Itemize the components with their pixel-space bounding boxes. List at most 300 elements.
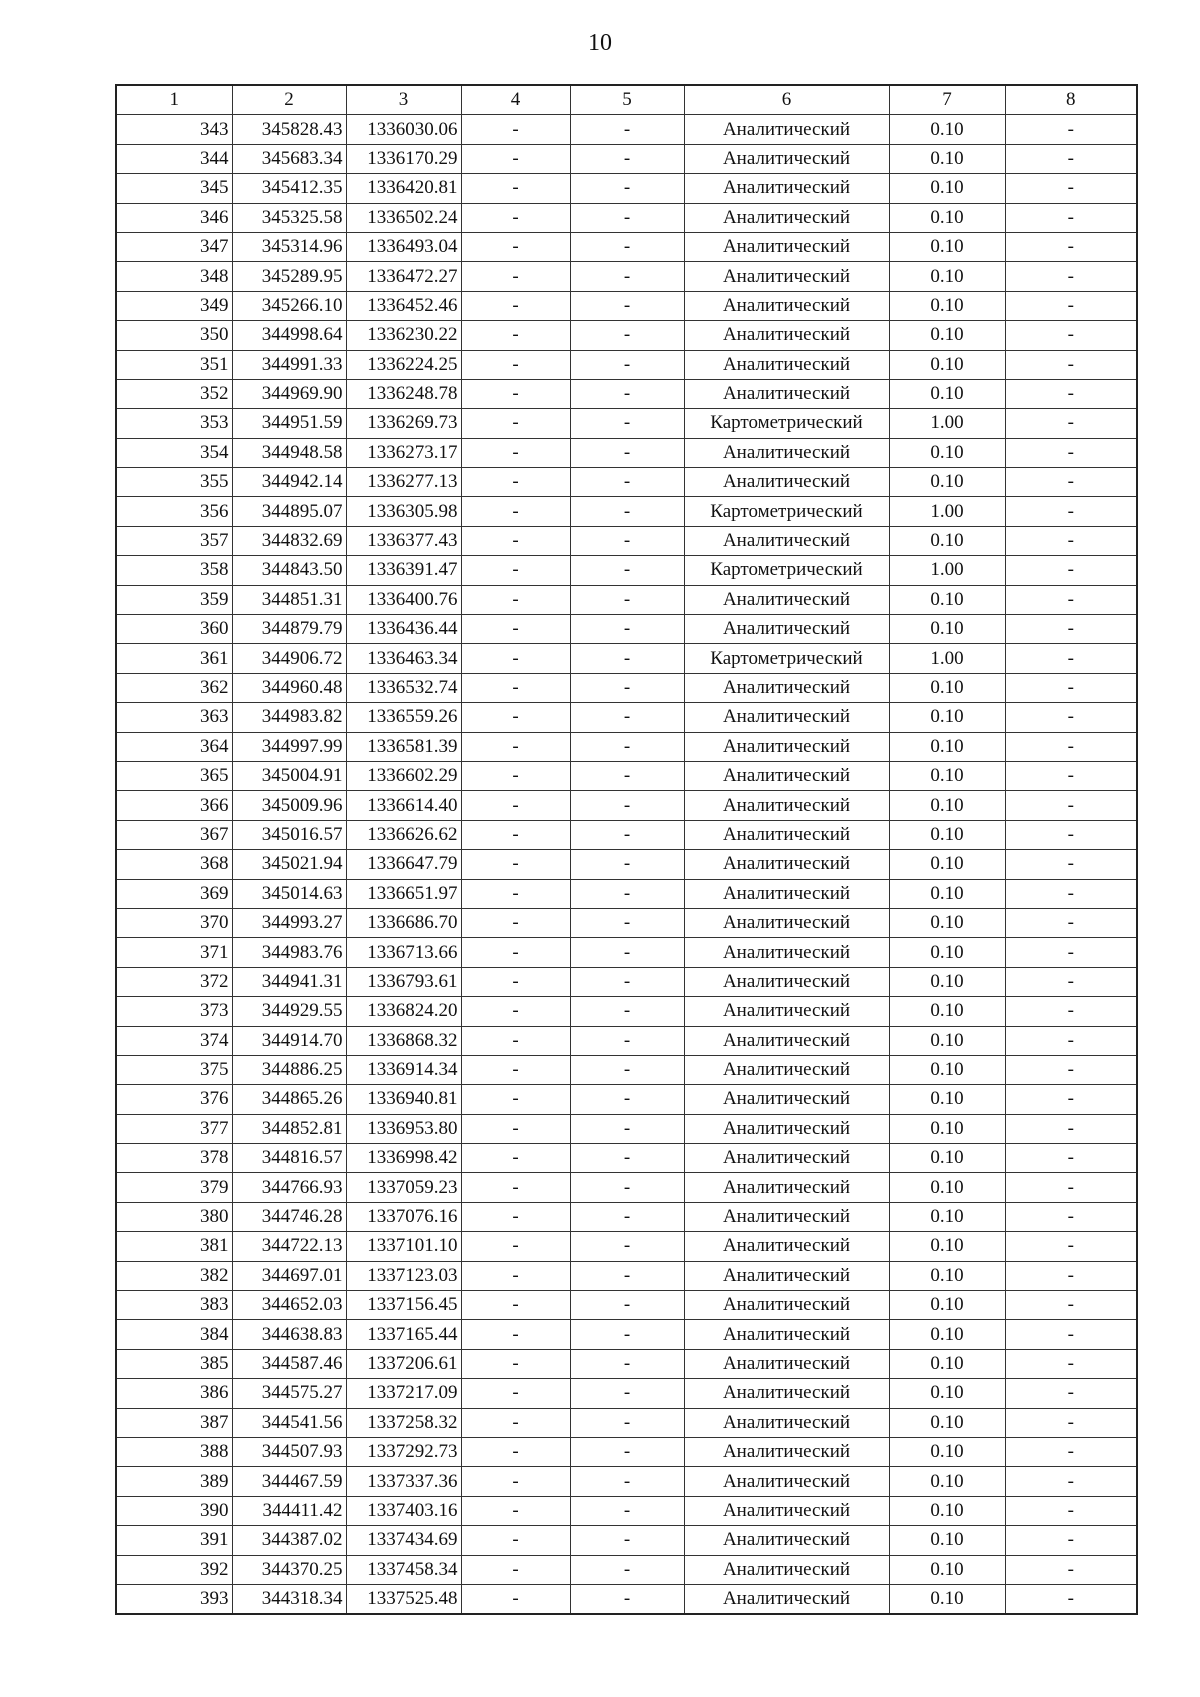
table-cell: - xyxy=(461,997,570,1026)
table-cell: Аналитический xyxy=(684,291,889,320)
table-cell: 1336472.27 xyxy=(346,262,461,291)
table-cell: 370 xyxy=(116,908,232,937)
table-row xyxy=(116,1173,1137,1202)
table-cell: 0.10 xyxy=(889,321,1005,350)
table-cell: 1336277.13 xyxy=(346,468,461,497)
table-cell: Аналитический xyxy=(684,468,889,497)
table-cell: 380 xyxy=(116,1202,232,1231)
table-cell: - xyxy=(570,1085,684,1114)
table-cell: Аналитический xyxy=(684,115,889,144)
table-cell: 0.10 xyxy=(889,526,1005,555)
table-cell: - xyxy=(570,1114,684,1143)
table-cell: Аналитический xyxy=(684,967,889,996)
table-cell: - xyxy=(461,526,570,555)
table-cell: Аналитический xyxy=(684,262,889,291)
table-cell: 0.10 xyxy=(889,1526,1005,1555)
table-cell: - xyxy=(461,1114,570,1143)
table-row xyxy=(116,908,1137,937)
table-cell: 0.10 xyxy=(889,1026,1005,1055)
table-row xyxy=(116,144,1137,173)
table-row xyxy=(116,556,1137,585)
table-cell: 1.00 xyxy=(889,644,1005,673)
table-row xyxy=(116,1379,1137,1408)
table-cell: - xyxy=(1005,644,1137,673)
table-cell: 344886.25 xyxy=(232,1055,346,1084)
table-cell: Аналитический xyxy=(684,615,889,644)
table-cell: 365 xyxy=(116,761,232,790)
table-cell: - xyxy=(570,497,684,526)
table-cell: 348 xyxy=(116,262,232,291)
table-cell: 1336248.78 xyxy=(346,379,461,408)
table-cell: Аналитический xyxy=(684,1026,889,1055)
table-cell: 345004.91 xyxy=(232,761,346,790)
table-cell: - xyxy=(1005,1349,1137,1378)
table-row xyxy=(116,291,1137,320)
table-cell: - xyxy=(1005,615,1137,644)
table-cell: Аналитический xyxy=(684,1496,889,1525)
table-cell: - xyxy=(570,1173,684,1202)
table-cell: 344467.59 xyxy=(232,1467,346,1496)
table-cell: 0.10 xyxy=(889,938,1005,967)
table-cell: - xyxy=(461,1349,570,1378)
table-row xyxy=(116,350,1137,379)
table-cell: 358 xyxy=(116,556,232,585)
table-cell: 351 xyxy=(116,350,232,379)
table-row xyxy=(116,1349,1137,1378)
table-cell: - xyxy=(570,820,684,849)
table-row xyxy=(116,438,1137,467)
table-cell: 344895.07 xyxy=(232,497,346,526)
table-cell: 1336614.40 xyxy=(346,791,461,820)
table-cell: 1336224.25 xyxy=(346,350,461,379)
table-cell: 0.10 xyxy=(889,703,1005,732)
table-cell: Аналитический xyxy=(684,232,889,261)
table-cell: 344941.31 xyxy=(232,967,346,996)
table-cell: 0.10 xyxy=(889,1584,1005,1614)
table-row xyxy=(116,967,1137,996)
table-cell: - xyxy=(461,1584,570,1614)
table-row xyxy=(116,1144,1137,1173)
table-cell: 0.10 xyxy=(889,1437,1005,1466)
table-cell: - xyxy=(461,908,570,937)
table-cell: Аналитический xyxy=(684,997,889,1026)
table-cell: - xyxy=(570,791,684,820)
table-cell: - xyxy=(461,967,570,996)
table-cell: 374 xyxy=(116,1026,232,1055)
table-cell: 1337101.10 xyxy=(346,1232,461,1261)
table-cell: 367 xyxy=(116,820,232,849)
table-cell: 0.10 xyxy=(889,850,1005,879)
table-cell: 1.00 xyxy=(889,556,1005,585)
table-cell: 346 xyxy=(116,203,232,232)
table-cell: Аналитический xyxy=(684,761,889,790)
table-cell: 1336647.79 xyxy=(346,850,461,879)
table-cell: 1336493.04 xyxy=(346,232,461,261)
table-cell: - xyxy=(461,615,570,644)
table-cell: - xyxy=(1005,761,1137,790)
table-cell: - xyxy=(1005,673,1137,702)
table-cell: 354 xyxy=(116,438,232,467)
table-cell: - xyxy=(461,1055,570,1084)
table-cell: 356 xyxy=(116,497,232,526)
table-cell: - xyxy=(461,379,570,408)
table-cell: - xyxy=(570,1291,684,1320)
table-cell: - xyxy=(461,1437,570,1466)
table-cell: 0.10 xyxy=(889,908,1005,937)
table-cell: 1336391.47 xyxy=(346,556,461,585)
table-cell: 372 xyxy=(116,967,232,996)
table-cell: 1336602.29 xyxy=(346,761,461,790)
table-cell: 0.10 xyxy=(889,1085,1005,1114)
page-number: 10 xyxy=(588,30,612,56)
table-cell: 345266.10 xyxy=(232,291,346,320)
table-row xyxy=(116,115,1137,144)
table-cell: - xyxy=(1005,497,1137,526)
table-cell: 1.00 xyxy=(889,409,1005,438)
table-cell: 1336502.24 xyxy=(346,203,461,232)
table-cell: - xyxy=(570,144,684,173)
table-cell: 1336273.17 xyxy=(346,438,461,467)
table-cell: - xyxy=(570,468,684,497)
table-cell: - xyxy=(570,761,684,790)
table-cell: 376 xyxy=(116,1085,232,1114)
table-cell: - xyxy=(570,1026,684,1055)
table-cell: - xyxy=(570,115,684,144)
table-cell: - xyxy=(1005,468,1137,497)
table-row xyxy=(116,879,1137,908)
table-cell: - xyxy=(570,1320,684,1349)
table-cell: Аналитический xyxy=(684,1555,889,1584)
table-cell: 384 xyxy=(116,1320,232,1349)
table-cell: 360 xyxy=(116,615,232,644)
table-cell: Картометрический xyxy=(684,644,889,673)
table-cell: - xyxy=(1005,820,1137,849)
table-cell: Аналитический xyxy=(684,850,889,879)
table-cell: 345016.57 xyxy=(232,820,346,849)
table-cell: 0.10 xyxy=(889,879,1005,908)
table-cell: - xyxy=(461,232,570,261)
table-cell: - xyxy=(1005,1467,1137,1496)
table-cell: 0.10 xyxy=(889,732,1005,761)
table-cell: - xyxy=(1005,1555,1137,1584)
table-cell: - xyxy=(570,1555,684,1584)
table-cell: 379 xyxy=(116,1173,232,1202)
table-cell: - xyxy=(1005,879,1137,908)
table-cell: 368 xyxy=(116,850,232,879)
table-row xyxy=(116,1437,1137,1466)
table-cell: 385 xyxy=(116,1349,232,1378)
table-cell: Аналитический xyxy=(684,174,889,203)
table-row xyxy=(116,321,1137,350)
table-header-row xyxy=(116,85,1137,115)
table-cell: Аналитический xyxy=(684,820,889,849)
table-cell: - xyxy=(570,262,684,291)
table-cell: 344832.69 xyxy=(232,526,346,555)
table-cell: 345009.96 xyxy=(232,791,346,820)
table-cell: - xyxy=(1005,791,1137,820)
table-cell: - xyxy=(570,967,684,996)
table-cell: Картометрический xyxy=(684,556,889,585)
table-cell: Аналитический xyxy=(684,144,889,173)
table-cell: - xyxy=(461,1232,570,1261)
table-cell: 344318.34 xyxy=(232,1584,346,1614)
table-row xyxy=(116,203,1137,232)
table-cell: 1337206.61 xyxy=(346,1349,461,1378)
table-cell: - xyxy=(570,174,684,203)
table-row xyxy=(116,1496,1137,1525)
table-row xyxy=(116,673,1137,702)
table-row xyxy=(116,1526,1137,1555)
table-row xyxy=(116,1467,1137,1496)
table-row xyxy=(116,174,1137,203)
table-cell: - xyxy=(1005,1144,1137,1173)
table-cell: - xyxy=(570,203,684,232)
table-cell: 344816.57 xyxy=(232,1144,346,1173)
table-cell: - xyxy=(1005,144,1137,173)
table-cell: - xyxy=(570,703,684,732)
table-cell: 373 xyxy=(116,997,232,1026)
table-cell: 0.10 xyxy=(889,1173,1005,1202)
table-cell: - xyxy=(1005,1526,1137,1555)
table-cell: 344411.42 xyxy=(232,1496,346,1525)
table-cell: - xyxy=(1005,997,1137,1026)
table-cell: Аналитический xyxy=(684,1173,889,1202)
table-cell: - xyxy=(1005,908,1137,937)
table-cell: - xyxy=(570,644,684,673)
table-cell: 1336030.06 xyxy=(346,115,461,144)
table-cell: - xyxy=(570,350,684,379)
table-cell: 1337076.16 xyxy=(346,1202,461,1231)
table-cell: 1336940.81 xyxy=(346,1085,461,1114)
table-cell: 377 xyxy=(116,1114,232,1143)
table-cell: - xyxy=(1005,1232,1137,1261)
table-cell: - xyxy=(1005,703,1137,732)
table-row xyxy=(116,1555,1137,1584)
table-row xyxy=(116,644,1137,673)
table-row xyxy=(116,791,1137,820)
table-cell: Аналитический xyxy=(684,1408,889,1437)
table-cell: - xyxy=(1005,1173,1137,1202)
table-cell: Аналитический xyxy=(684,1232,889,1261)
table-cell: 0.10 xyxy=(889,1055,1005,1084)
column-header: 8 xyxy=(1005,85,1137,115)
table-cell: Аналитический xyxy=(684,1202,889,1231)
table-cell: 0.10 xyxy=(889,1291,1005,1320)
table-cell: - xyxy=(461,291,570,320)
table-cell: 1336914.34 xyxy=(346,1055,461,1084)
table-row xyxy=(116,1232,1137,1261)
table-cell: - xyxy=(570,850,684,879)
table-cell: 381 xyxy=(116,1232,232,1261)
table-cell: 382 xyxy=(116,1261,232,1290)
table-cell: - xyxy=(570,232,684,261)
table-cell: 0.10 xyxy=(889,1555,1005,1584)
table-cell: - xyxy=(461,350,570,379)
table-cell: 1336170.29 xyxy=(346,144,461,173)
table-cell: 349 xyxy=(116,291,232,320)
column-header: 7 xyxy=(889,85,1005,115)
table-cell: 344387.02 xyxy=(232,1526,346,1555)
table-cell: Аналитический xyxy=(684,1114,889,1143)
table-cell: 1336824.20 xyxy=(346,997,461,1026)
table-cell: Аналитический xyxy=(684,732,889,761)
table-cell: - xyxy=(570,1202,684,1231)
table-cell: - xyxy=(570,438,684,467)
table-row xyxy=(116,1114,1137,1143)
table-cell: Аналитический xyxy=(684,1261,889,1290)
table-cell: - xyxy=(461,409,570,438)
coordinates-table xyxy=(115,84,1138,1615)
table-cell: Аналитический xyxy=(684,1379,889,1408)
table-cell: - xyxy=(1005,438,1137,467)
table-cell: 0.10 xyxy=(889,820,1005,849)
table-cell: 1336230.22 xyxy=(346,321,461,350)
table-cell: Картометрический xyxy=(684,497,889,526)
table-cell: Аналитический xyxy=(684,791,889,820)
table-cell: 366 xyxy=(116,791,232,820)
table-cell: 1336686.70 xyxy=(346,908,461,937)
table-cell: - xyxy=(1005,1320,1137,1349)
table-row xyxy=(116,1408,1137,1437)
table-cell: - xyxy=(461,556,570,585)
table-cell: 1337165.44 xyxy=(346,1320,461,1349)
table-row xyxy=(116,703,1137,732)
table-cell: Аналитический xyxy=(684,1437,889,1466)
table-cell: Аналитический xyxy=(684,879,889,908)
table-cell: 343 xyxy=(116,115,232,144)
table-cell: 361 xyxy=(116,644,232,673)
table-cell: 1336532.74 xyxy=(346,673,461,702)
table-cell: 363 xyxy=(116,703,232,732)
table-cell: - xyxy=(461,1173,570,1202)
table-cell: 1337403.16 xyxy=(346,1496,461,1525)
table-cell: 347 xyxy=(116,232,232,261)
table-cell: - xyxy=(570,615,684,644)
table-cell: 1.00 xyxy=(889,497,1005,526)
table-cell: 389 xyxy=(116,1467,232,1496)
table-cell: - xyxy=(461,1526,570,1555)
table-cell: - xyxy=(1005,262,1137,291)
table-cell: Аналитический xyxy=(684,379,889,408)
table-row xyxy=(116,468,1137,497)
table-cell: Аналитический xyxy=(684,321,889,350)
table-cell: 344851.31 xyxy=(232,585,346,614)
table-row xyxy=(116,761,1137,790)
table-cell: - xyxy=(570,1496,684,1525)
table-cell: 0.10 xyxy=(889,1232,1005,1261)
table-cell: - xyxy=(570,997,684,1026)
table-cell: - xyxy=(461,1320,570,1349)
table-cell: 350 xyxy=(116,321,232,350)
table-cell: - xyxy=(570,291,684,320)
table-row xyxy=(116,820,1137,849)
table-cell: 0.10 xyxy=(889,350,1005,379)
table-cell: 0.10 xyxy=(889,115,1005,144)
table-cell: Аналитический xyxy=(684,585,889,614)
table-cell: 1336305.98 xyxy=(346,497,461,526)
table-cell: 1336793.61 xyxy=(346,967,461,996)
table-cell: 1336651.97 xyxy=(346,879,461,908)
table-cell: 0.10 xyxy=(889,1379,1005,1408)
table-cell: - xyxy=(1005,1055,1137,1084)
table-cell: 344951.59 xyxy=(232,409,346,438)
table-cell: 390 xyxy=(116,1496,232,1525)
table-cell: 0.10 xyxy=(889,232,1005,261)
table-cell: 1336400.76 xyxy=(346,585,461,614)
table-cell: - xyxy=(1005,585,1137,614)
table-cell: - xyxy=(1005,1085,1137,1114)
table-cell: - xyxy=(570,673,684,702)
table-cell: 344507.93 xyxy=(232,1437,346,1466)
table-cell: 344638.83 xyxy=(232,1320,346,1349)
table-cell: 345828.43 xyxy=(232,115,346,144)
table-cell: Картометрический xyxy=(684,409,889,438)
table-cell: 344983.76 xyxy=(232,938,346,967)
table-cell: - xyxy=(570,409,684,438)
table-cell: 0.10 xyxy=(889,1408,1005,1437)
table-cell: 352 xyxy=(116,379,232,408)
table-cell: - xyxy=(461,1555,570,1584)
table-cell: 344843.50 xyxy=(232,556,346,585)
table-cell: 0.10 xyxy=(889,967,1005,996)
table-cell: 344906.72 xyxy=(232,644,346,673)
table-cell: 0.10 xyxy=(889,1114,1005,1143)
table-cell: 0.10 xyxy=(889,468,1005,497)
table-cell: 344587.46 xyxy=(232,1349,346,1378)
table-cell: 0.10 xyxy=(889,1496,1005,1525)
table-row xyxy=(116,1584,1137,1614)
table-cell: - xyxy=(461,644,570,673)
table-cell: - xyxy=(1005,1437,1137,1466)
table-cell: 1336868.32 xyxy=(346,1026,461,1055)
table-row xyxy=(116,379,1137,408)
table-cell: 1337337.36 xyxy=(346,1467,461,1496)
table-cell: - xyxy=(461,1085,570,1114)
table-cell: - xyxy=(461,703,570,732)
table-cell: - xyxy=(461,938,570,967)
table-cell: 0.10 xyxy=(889,1261,1005,1290)
table-cell: - xyxy=(461,1144,570,1173)
table-cell: - xyxy=(461,1291,570,1320)
table-cell: 1337292.73 xyxy=(346,1437,461,1466)
table-cell: - xyxy=(461,879,570,908)
table-cell: - xyxy=(570,879,684,908)
table-cell: 344914.70 xyxy=(232,1026,346,1055)
table-cell: - xyxy=(461,1496,570,1525)
table-cell: 344697.01 xyxy=(232,1261,346,1290)
table-cell: - xyxy=(461,585,570,614)
table-cell: 1336436.44 xyxy=(346,615,461,644)
table-cell: 362 xyxy=(116,673,232,702)
table-cell: - xyxy=(1005,1261,1137,1290)
table-cell: 0.10 xyxy=(889,585,1005,614)
table-cell: 1336269.73 xyxy=(346,409,461,438)
table-cell: 386 xyxy=(116,1379,232,1408)
table-cell: Аналитический xyxy=(684,1467,889,1496)
table-cell: - xyxy=(570,585,684,614)
table-cell: - xyxy=(1005,1379,1137,1408)
table-cell: - xyxy=(1005,1202,1137,1231)
column-header: 2 xyxy=(232,85,346,115)
table-cell: 1336626.62 xyxy=(346,820,461,849)
table-cell: - xyxy=(1005,526,1137,555)
table-cell: 1337217.09 xyxy=(346,1379,461,1408)
table-cell: - xyxy=(461,497,570,526)
table-cell: 1336713.66 xyxy=(346,938,461,967)
table-cell: 0.10 xyxy=(889,262,1005,291)
table-cell: 1336452.46 xyxy=(346,291,461,320)
table-cell: - xyxy=(461,1202,570,1231)
